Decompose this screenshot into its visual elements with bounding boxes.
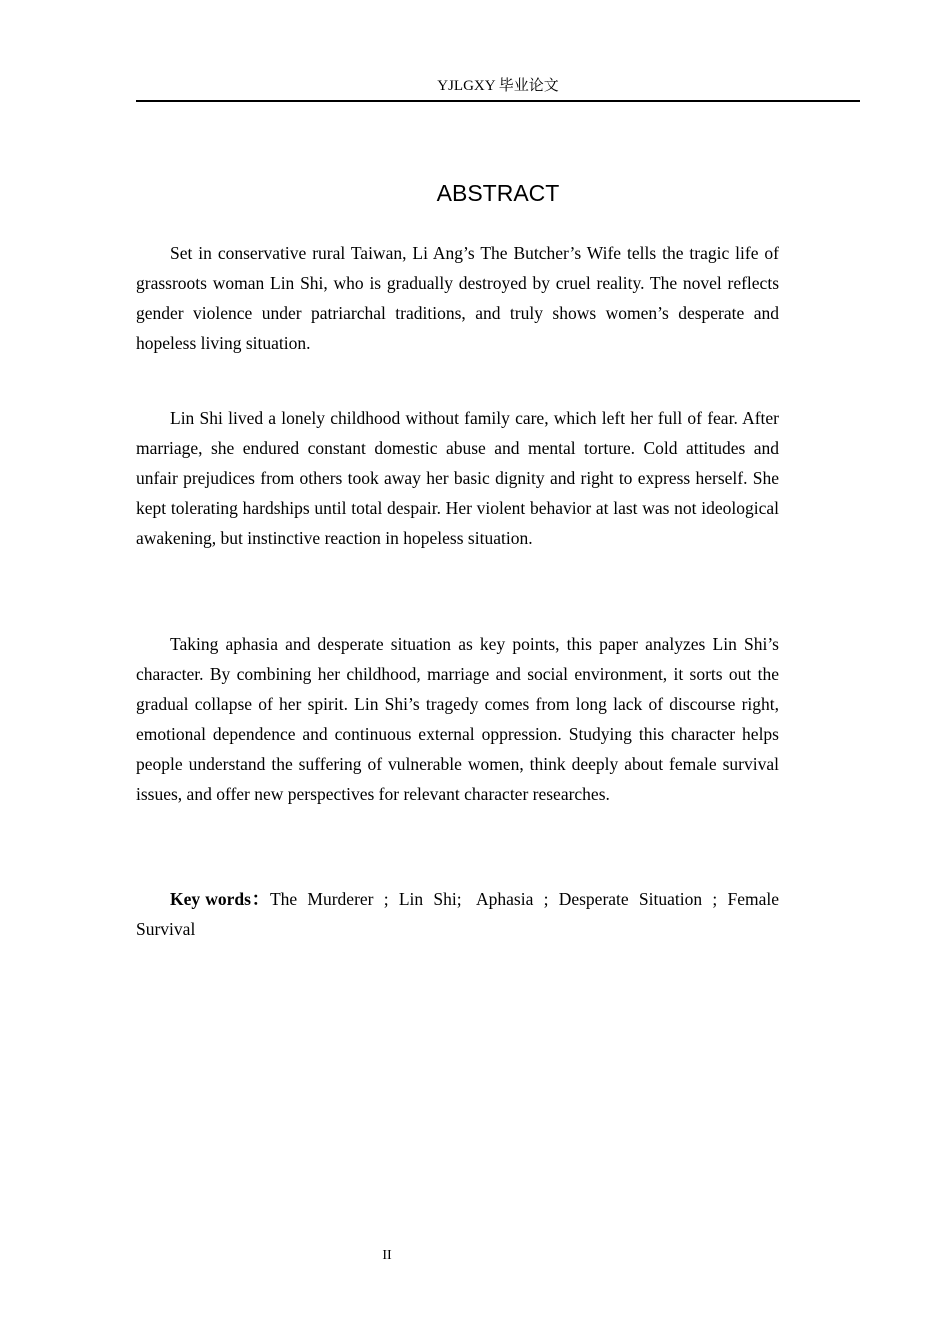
page-number: II (382, 1248, 392, 1263)
running-header: YJLGXY 毕业论文 (437, 78, 559, 94)
abstract-paragraph-1: Set in conservative rural Taiwan, Li Ang’s The Butcher’s Wife tells the tragic life of grassroots woman Lin Shi, who is gradually destroyed by cruel reality. The novel reflects gender violence under patriarchal traditions, and truly shows women’s desperate and hopeless living situation. (136, 243, 779, 353)
keywords-label: Key words： (170, 889, 270, 909)
abstract-paragraph-3: Taking aphasia and desperate situation as key points, this paper analyzes Lin Shi’s character. By combining her childhood, marriage and social environment, it sorts out the gradual collapse of her spirit. Lin Shi’s tragedy comes from long lack of discourse right, emotional dependence and continuous external oppression. Studying this character helps people understand the suffering of vulnerable women, think deeply about female survival issues, and offer new perspectives for relevant character researches. (136, 634, 779, 804)
keywords-list: The Murderer ; Lin Shi; Aphasia ; Desperate Situation ; Female Survival (136, 889, 788, 939)
abstract-paragraph-2: Lin Shi lived a lonely childhood without family care, which left her full of fear. After marriage, she endured constant domestic abuse and mental torture. Cold attitudes and unfair prejudices from others took away her basic dignity and right to express herself. She kept tolerating hardships until total despair. Her violent behavior at last was not ideological awakening, but instinctive reaction in hopeless situation. (136, 408, 779, 548)
keywords-line (136, 884, 788, 944)
header-rule (136, 100, 860, 102)
abstract-title: ABSTRACT (436, 180, 560, 206)
